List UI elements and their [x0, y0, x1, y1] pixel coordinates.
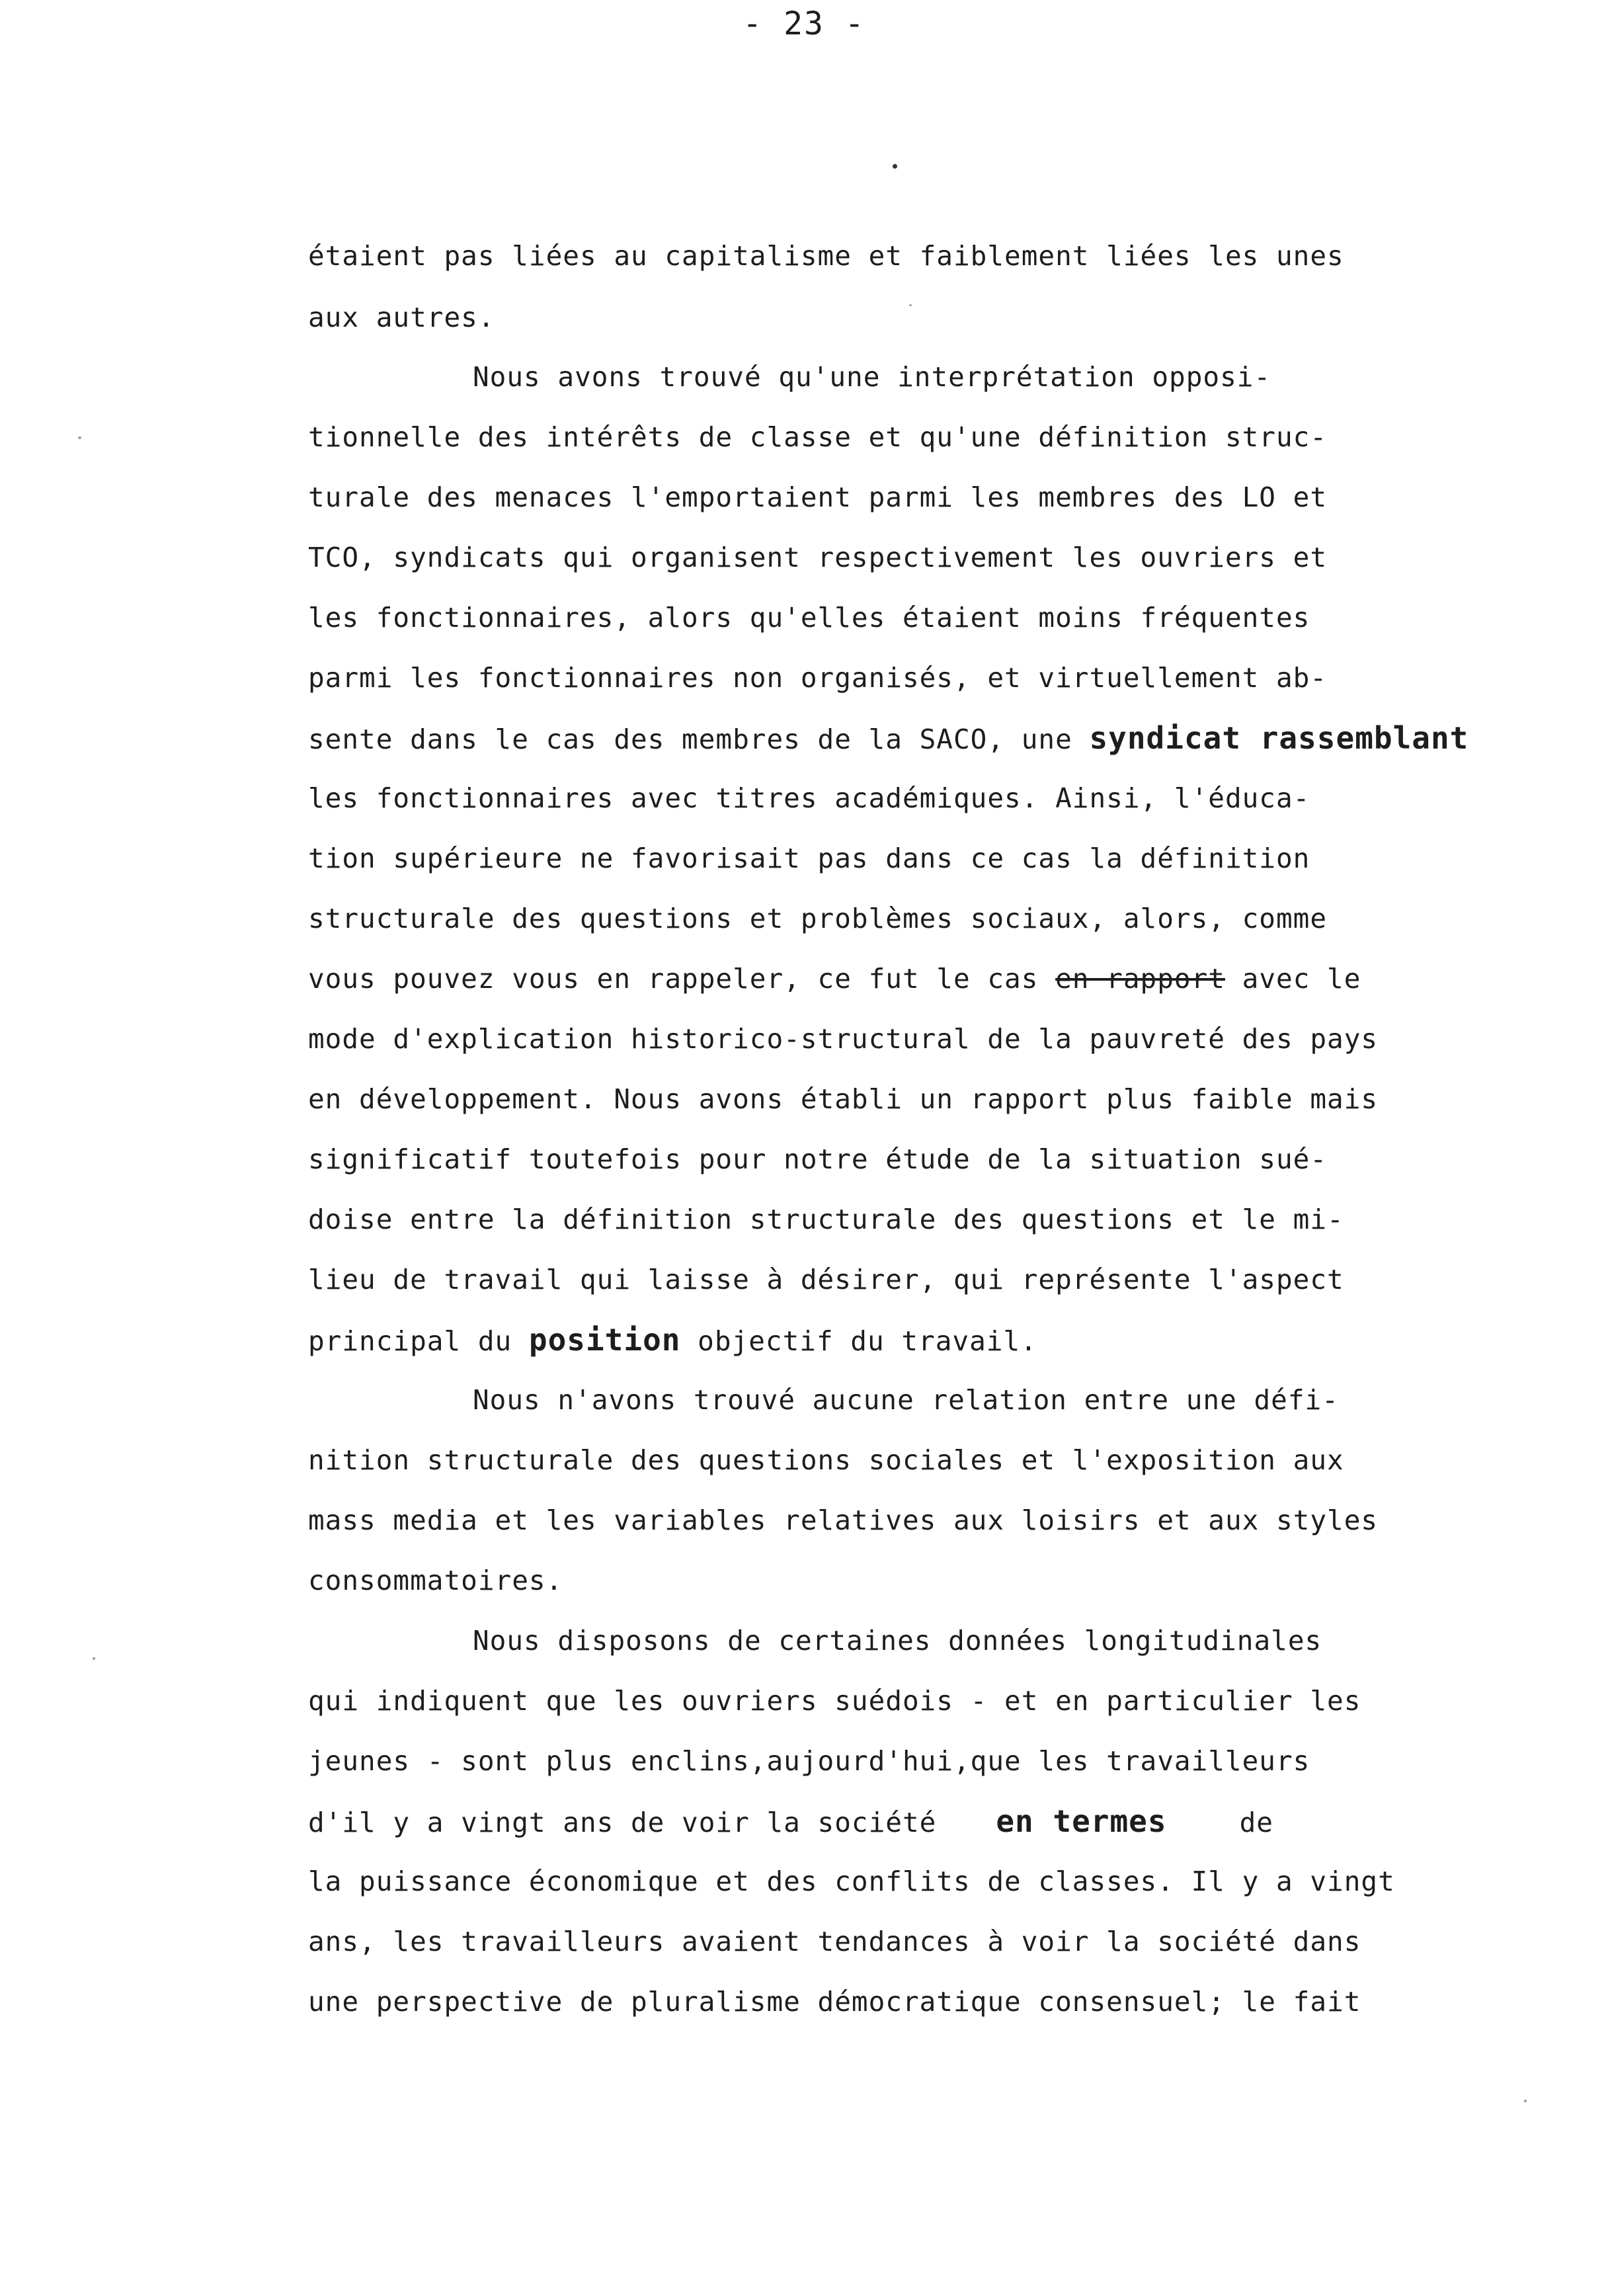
text-line: Nous n'avons trouvé aucune relation entre une défi- [473, 1384, 1339, 1416]
text-line: doise entre la définition structurale des questions et le mi- [308, 1204, 1344, 1235]
text-line: ans, les travailleurs avaient tendances à voir la société dans [308, 1926, 1361, 1957]
bold-insert: en termes [996, 1803, 1167, 1839]
text-line: TCO, syndicats qui organisent respectivement les ouvriers et [308, 542, 1328, 573]
text-line: Nous disposons de certaines données longitudinales [473, 1625, 1322, 1657]
text-line: aux autres. [308, 302, 495, 333]
text-line: Nous avons trouvé qu'une interprétation opposi- [473, 361, 1271, 393]
text-line: les fonctionnaires, alors qu'elles étaient moins fréquentes [308, 602, 1310, 634]
scan-speck [909, 304, 912, 306]
scan-speck [893, 164, 897, 169]
text-line: en développement. Nous avons établi un rapport plus faible mais [308, 1083, 1379, 1115]
struck-text: en rapport [1055, 963, 1225, 995]
text-line: tionnelle des intérêts de classe et qu'une définition struc- [308, 421, 1328, 453]
page-number: - 23 - [743, 5, 865, 42]
text-line: significatif toutefois pour notre étude de la situation sué- [308, 1143, 1328, 1175]
text-line: sente dans le cas des membres de la SACO, une syndicat rassemblant [308, 720, 1469, 756]
text-line: les fonctionnaires avec titres académiques. Ainsi, l'éduca- [308, 782, 1310, 814]
bold-insert: position [528, 1322, 681, 1358]
text-line: mass media et les variables relatives aux loisirs et aux styles [308, 1504, 1379, 1536]
scan-speck [78, 436, 81, 439]
text-line: parmi les fonctionnaires non organisés, et virtuellement ab- [308, 662, 1328, 694]
text-line: vous pouvez vous en rappeler, ce fut le cas en rapport avec le [308, 963, 1361, 995]
bold-insert: syndicat rassemblant [1089, 720, 1469, 756]
scan-speck [93, 1657, 95, 1660]
text-line: lieu de travail qui laisse à désirer, qui représente l'aspect [308, 1264, 1344, 1295]
text-line: jeunes - sont plus enclins,aujourd'hui,que les travailleurs [308, 1745, 1310, 1777]
text-line: consommatoires. [308, 1565, 563, 1596]
text-line: tion supérieure ne favorisait pas dans ce cas la définition [308, 842, 1310, 874]
text-line: turale des menaces l'emportaient parmi les membres des LO et [308, 481, 1328, 513]
text-line: principal du position objectif du travail. [308, 1322, 1037, 1358]
scan-speck [1524, 2100, 1527, 2102]
text-line: nition structurale des questions sociales et l'exposition aux [308, 1444, 1344, 1476]
text-line: qui indiquent que les ouvriers suédois - et en particulier les [308, 1685, 1361, 1717]
text-line: étaient pas liées au capitalisme et faiblement liées les unes [308, 240, 1344, 272]
text-line: la puissance économique et des conflits de classes. Il y a vingt [308, 1866, 1395, 1897]
text-line: structurale des questions et problèmes sociaux, alors, comme [308, 903, 1328, 934]
text-line: une perspective de pluralisme démocratique consensuel; le fait [308, 1986, 1361, 2018]
text-line: mode d'explication historico-structural de la pauvreté des pays [308, 1023, 1379, 1055]
text-line: d'il y a vingt ans de voir la société en termes de [308, 1803, 1273, 1839]
